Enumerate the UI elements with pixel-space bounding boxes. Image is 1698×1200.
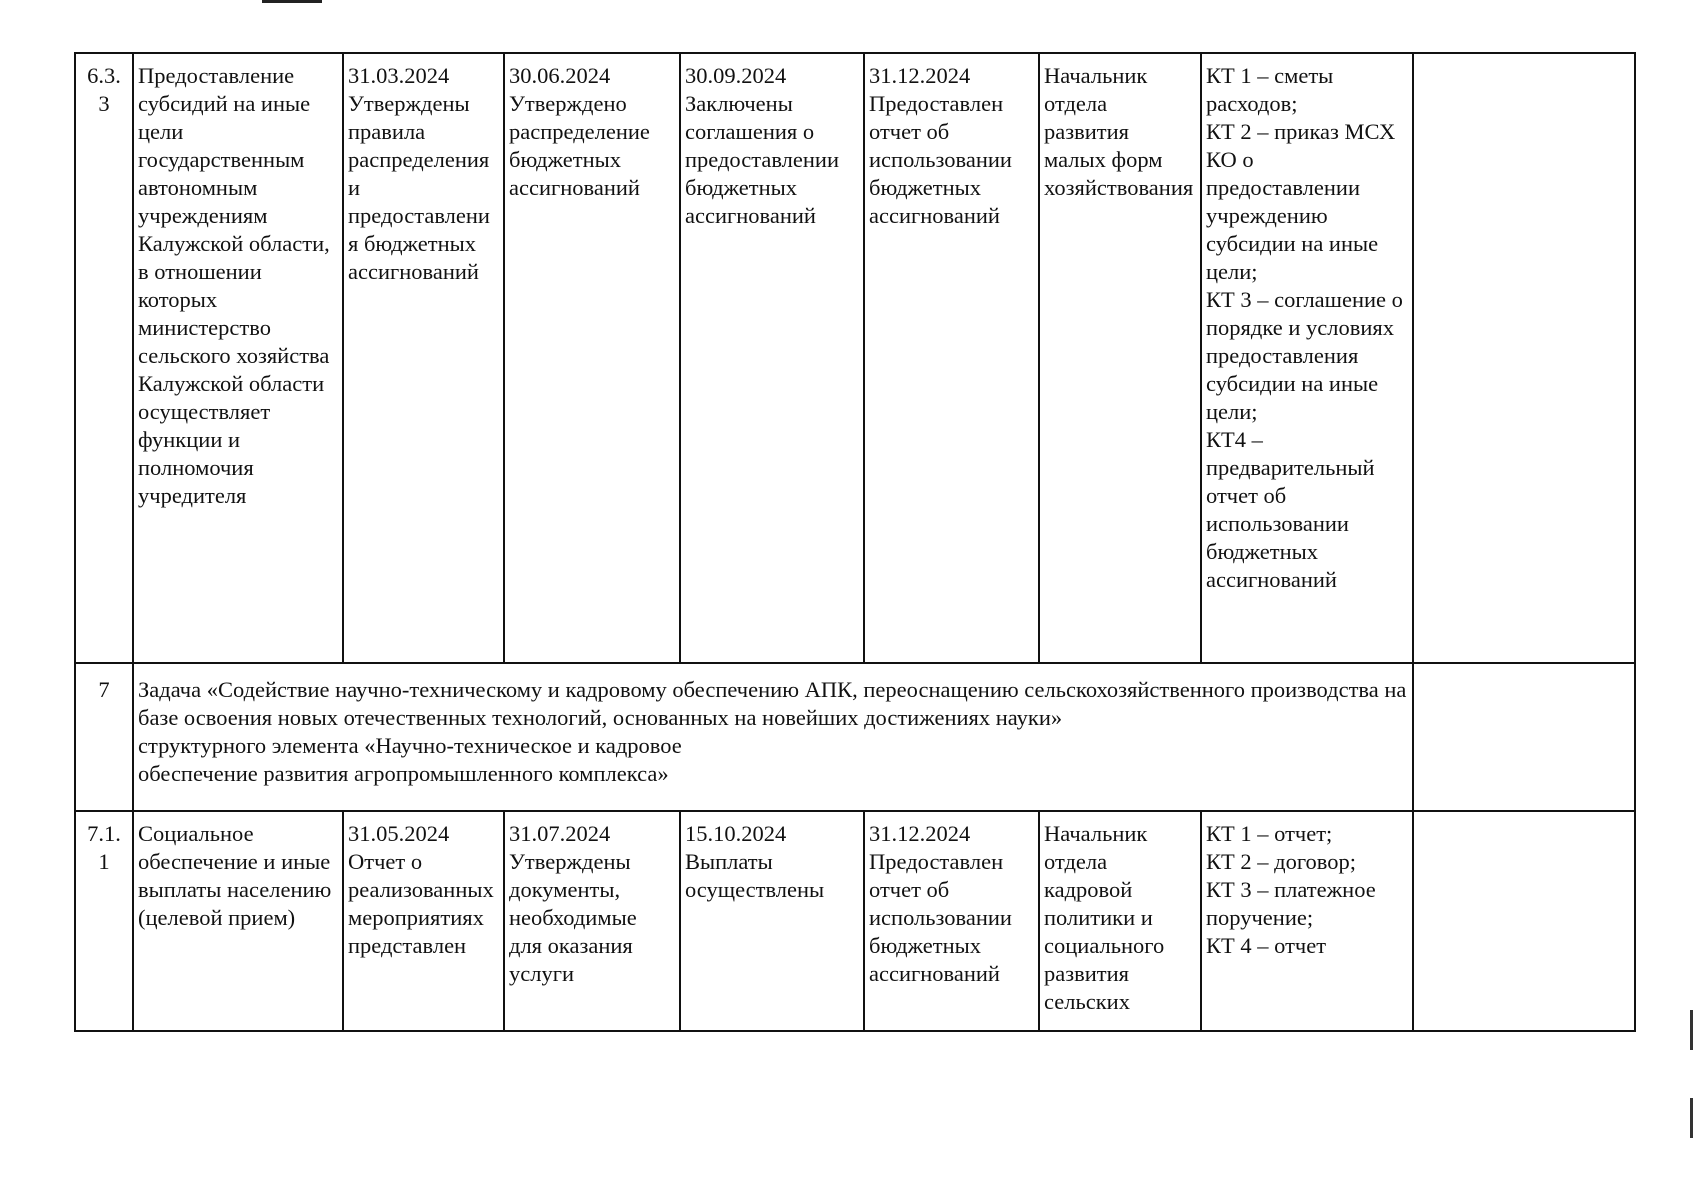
control-point-1 (343, 811, 504, 1031)
document-entry: КТ 3 – соглашение о порядке и условиях предоставления субсидии на иные цели; (1206, 287, 1403, 424)
activity-name: Социальное обеспечение и иные выплаты населению (целевой прием) (133, 811, 343, 1031)
task-description (133, 663, 1413, 811)
supporting-documents (1201, 53, 1413, 663)
control-point-4 (864, 811, 1039, 1031)
responsible-person: Начальник отдела кадровой политики и социального развития сельских (1039, 811, 1201, 1031)
task-line: обеспечение развития агропромышленного комплекса» (138, 761, 669, 786)
control-points-table (74, 52, 1636, 1032)
empty-cell (1413, 663, 1635, 811)
activity-name: Предоставление субсидий на иные цели государственным автономным учреждениям Калужской области, в отношении которых министерство сельского хозяйства Калужской области осуществляет функции и полномочия учредителя (133, 53, 343, 663)
control-point-date: 30.06.2024 (509, 63, 611, 88)
control-point-2 (504, 53, 680, 663)
document-entry: КТ 3 – платежное поручение; (1206, 877, 1376, 930)
control-point-date: 31.12.2024 (869, 63, 971, 88)
responsible-person: Начальник отдела развития малых форм хозяйствования (1039, 53, 1201, 663)
empty-cell (1413, 811, 1635, 1031)
control-point-2 (504, 811, 680, 1031)
control-point-date: 31.03.2024 (348, 63, 450, 88)
control-point-date: 31.05.2024 (348, 821, 450, 846)
control-point-date: 31.12.2024 (869, 821, 971, 846)
row-number: 7.1. 1 (75, 811, 133, 1031)
task-line: Задача «Содействие научно-техническому и кадровому обеспечению АПК, переоснащению сельскохозяйственного производства на базе освоения новых отечественных технологий, основанных на новейших достижениях науки» (138, 677, 1407, 730)
control-point-4 (864, 53, 1039, 663)
control-point-3 (680, 53, 864, 663)
document-entry: КТ 1 – сметы расходов; (1206, 63, 1334, 116)
control-point-description: Утверждены правила распределения и предоставления бюджетных ассигнований (348, 91, 490, 284)
control-point-description: Предоставлен отчет об использовании бюджетных ассигнований (869, 849, 1012, 986)
document-entry: КТ 4 – отчет (1206, 933, 1327, 958)
empty-cell (1413, 53, 1635, 663)
row-number: 6.3. 3 (75, 53, 133, 663)
control-point-description: Выплаты осуществлены (685, 849, 825, 902)
scan-edge-mark (1690, 1098, 1693, 1138)
scan-edge-mark (1690, 1010, 1693, 1050)
document-entry: КТ 2 – договор; (1206, 849, 1356, 874)
control-point-description: Заключены соглашения о предоставлении бюджетных ассигнований (685, 91, 839, 228)
control-point-description: Утверждено распределение бюджетных ассигнований (509, 91, 650, 200)
document-entry: КТ 2 – приказ МСХ КО о предоставлении учреждению субсидии на иные цели; (1206, 119, 1396, 284)
control-point-description: Утверждены документы, необходимые для оказания услуги (509, 849, 637, 986)
supporting-documents (1201, 811, 1413, 1031)
table-row (75, 811, 1635, 1031)
control-point-1 (343, 53, 504, 663)
row-number: 7 (75, 663, 133, 811)
control-point-date: 30.09.2024 (685, 63, 787, 88)
document-entry: КТ4 – предварительный отчет об использовании бюджетных ассигнований (1206, 427, 1375, 592)
control-point-date: 15.10.2024 (685, 821, 787, 846)
control-point-3 (680, 811, 864, 1031)
document-entry: КТ 1 – отчет; (1206, 821, 1333, 846)
control-point-date: 31.07.2024 (509, 821, 611, 846)
table-row (75, 53, 1635, 663)
control-point-description: Предоставлен отчет об использовании бюджетных ассигнований (869, 91, 1012, 228)
table-row (75, 663, 1635, 811)
top-edge-mark (262, 0, 322, 3)
task-line: структурного элемента «Научно-техническое и кадровое (138, 733, 682, 758)
control-point-description: Отчет о реализованных мероприятиях представлен (348, 849, 494, 958)
